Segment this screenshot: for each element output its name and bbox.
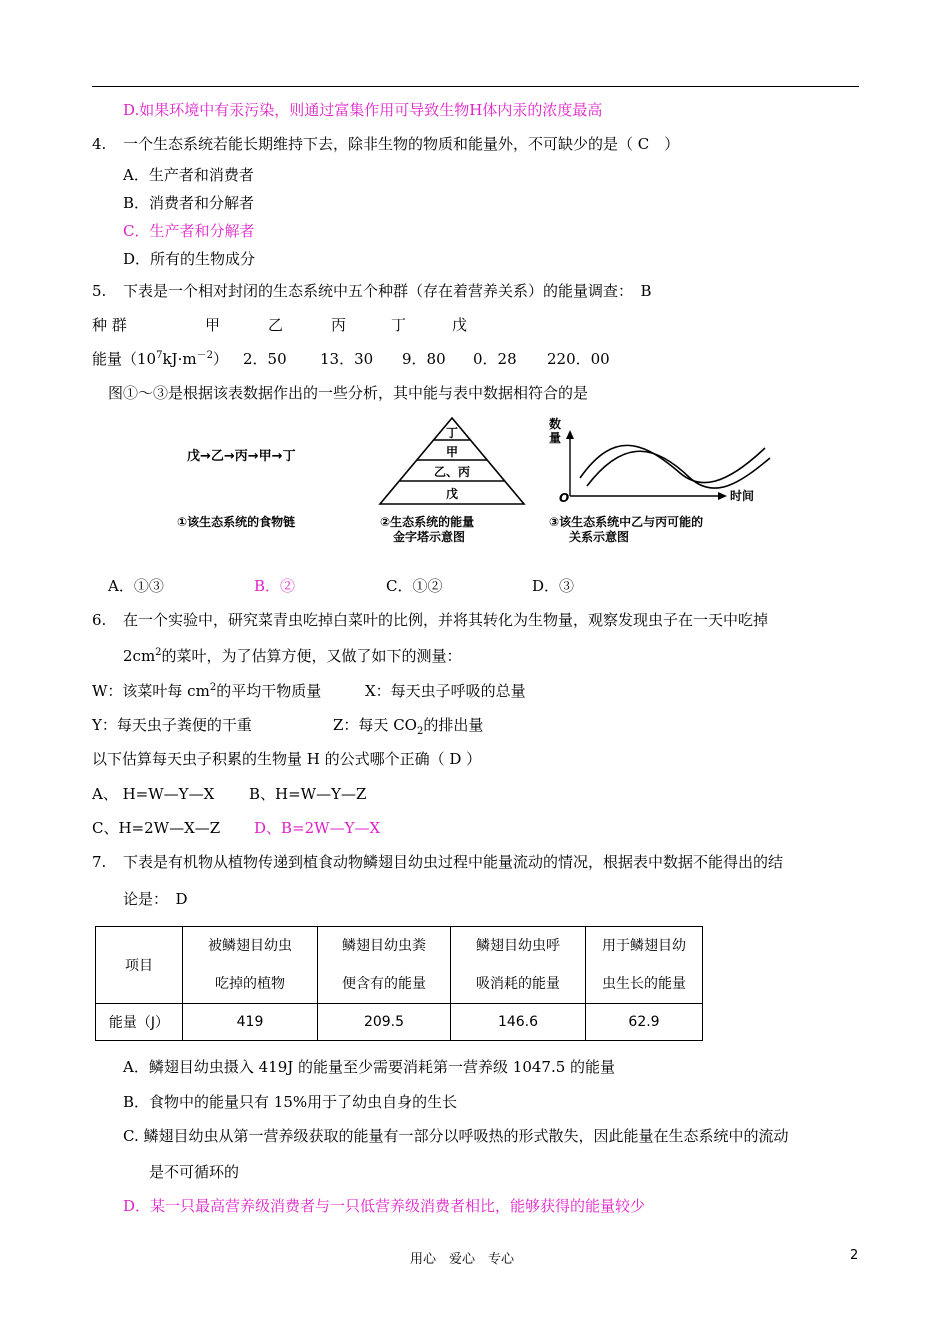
q5-option-c: C．①② — [386, 577, 443, 595]
q6-option-d: D、B=2W—Y—X — [254, 819, 381, 837]
q6-question: 以下估算每天虫子积累的生物量 H 的公式哪个正确（ D ） — [92, 750, 482, 768]
q7-stem-line2: 论是： D — [123, 890, 188, 908]
q7-option-b: B．食物中的能量只有 15%用于了幼虫自身的生长 — [123, 1093, 458, 1111]
caption-3-line1: ③该生态系统中乙与丙可能的 — [549, 515, 704, 529]
q4-option-d: D．所有的生物成分 — [123, 250, 256, 268]
table-cell-growth: 62.9 — [586, 1004, 703, 1041]
caption-2-line1: ②生态系统的能量 — [380, 515, 475, 529]
q6-option-b: B、H=W—Y—Z — [249, 785, 367, 803]
header-rule — [92, 86, 859, 87]
table-header-eaten: 被鳞翅目幼虫 吃掉的植物 — [183, 927, 318, 1004]
q4-stem: 一个生态系统若能长期维持下去，除非生物的物质和能量外，不可缺少的是（ C ） — [123, 135, 680, 153]
caption-3-line2: 关系示意图 — [569, 530, 630, 544]
q5-figure — [175, 408, 785, 548]
q5-species-yi: 乙 — [268, 316, 284, 334]
q5-energy-label: 能量$(10^7kJ\cdot m^{-2})$ — [92, 350, 228, 368]
q6-number: 6. — [92, 611, 107, 629]
table-cell-respiration: 146.6 — [451, 1004, 586, 1041]
pyramid-level-jia: 甲 — [445, 445, 459, 459]
energy-pyramid — [380, 418, 524, 504]
q5-species-ding: 丁 — [391, 316, 407, 334]
graph-y-label-1: 数 — [549, 417, 562, 431]
q5-energy-jia: 2．50 — [243, 350, 287, 368]
q6-option-c: C、H=2W—X—Z — [92, 819, 221, 837]
curve-bing — [587, 451, 770, 488]
q5-stem: 下表是一个相对封闭的生态系统中五个种群（存在着营养关系）的能量调查： B — [123, 282, 652, 300]
table-header-respiration: 鳞翅目幼虫呼 吸消耗的能量 — [451, 927, 586, 1004]
table-cell-eaten: 419 — [183, 1004, 318, 1041]
population-graph — [549, 416, 770, 505]
pyramid-level-wu: 戊 — [445, 487, 459, 501]
table-cell-feces: 209.5 — [318, 1004, 451, 1041]
q7-option-d: D．某一只最高营养级消费者与一只低营养级消费者相比，能够获得的能量较少 — [123, 1197, 646, 1215]
table-header-feces: 鳞翅目幼虫粪 便含有的能量 — [318, 927, 451, 1004]
q5-figure-intro: 图①～③是根据该表数据作出的一些分析，其中能与表中数据相符合的是 — [108, 384, 589, 402]
q6-w: W：该菜叶每 $cm^2$的平均干物质量 — [92, 682, 322, 700]
page-number: 2 — [850, 1248, 859, 1263]
q7-stem-line1: 下表是有机物从植物传递到植食动物鳞翅目幼虫过程中能量流动的情况，根据表中数据不能得出的结 — [123, 853, 784, 871]
table-header-growth: 用于鳞翅目幼 虫生长的能量 — [586, 927, 703, 1004]
q6-x: X：每天虫子呼吸的总量 — [365, 682, 526, 700]
q5-option-b: B．② — [254, 577, 296, 595]
q5-energy-bing: 9．80 — [402, 350, 446, 368]
q5-option-d: D．③ — [532, 577, 575, 595]
q4-option-c: C．生产者和分解者 — [123, 222, 255, 240]
pyramid-level-ding: 丁 — [445, 426, 459, 440]
q5-energy-ding: 0．28 — [473, 350, 517, 368]
caption-2-line2: 金字塔示意图 — [393, 530, 466, 544]
q6-option-a: A、 H=W—Y—X — [92, 785, 215, 803]
q7-option-c-line1: C. 鳞翅目幼虫从第一营养级获取的能量有一部分以呼吸热的形式散失，因此能量在生态系统中的流动 — [123, 1127, 789, 1145]
footer-center: 用心 爱心 专心 — [410, 1252, 515, 1267]
q6-z: Z：每天 $CO_2$的排出量 — [333, 716, 484, 737]
q5-species-jia: 甲 — [205, 316, 221, 334]
q4-option-b: B．消费者和分解者 — [123, 194, 255, 212]
graph-x-label: 时间 — [730, 489, 755, 503]
q7-option-c-line2: 是不可循环的 — [149, 1163, 240, 1181]
food-chain-text: 戊→乙→丙→甲→丁 — [187, 449, 296, 464]
graph-y-label-2: 量 — [549, 431, 562, 445]
y-axis-arrow-icon — [566, 430, 574, 439]
q5-option-a: A．①③ — [108, 577, 164, 595]
q3-option-d: D.如果环境中有汞污染，则通过富集作用可导致生物H体内汞的浓度最高 — [123, 101, 603, 119]
q4-option-a: A．生产者和消费者 — [123, 166, 254, 184]
table-header-row — [96, 927, 703, 1004]
table-row — [96, 1004, 703, 1041]
pyramid-level-yibing: 乙、丙 — [433, 465, 471, 479]
q5-species-wu: 戊 — [452, 316, 468, 334]
q6-stem-line2: $2cm^2$的菜叶，为了估算方便，又做了如下的测量： — [123, 647, 462, 665]
x-axis-arrow-icon — [718, 492, 727, 500]
q7-energy-table — [95, 926, 703, 1041]
q7-option-a: A．鳞翅目幼虫摄入 419J 的能量至少需要消耗第一营养级 1047.5 的能量 — [123, 1058, 616, 1076]
caption-1: ①该生态系统的食物链 — [177, 515, 296, 529]
q5-species-bing: 丙 — [331, 316, 347, 334]
q6-y: Y：每天虫子粪便的干重 — [92, 716, 252, 734]
q5-energy-yi: 13．30 — [320, 350, 374, 368]
q5-energy-wu: 220．00 — [547, 350, 610, 368]
q5-species-label: 种 群 — [92, 316, 127, 334]
table-header-item: 项目 — [96, 927, 183, 1004]
q5-number: 5. — [92, 282, 107, 300]
graph-origin: O — [559, 491, 570, 505]
table-row-label: 能量（J） — [96, 1004, 183, 1041]
q6-stem-line1: 在一个实验中，研究菜青虫吃掉白菜叶的比例，并将其转化为生物量，观察发现虫子在一天中吃掉 — [123, 611, 769, 629]
q7-number: 7. — [92, 853, 107, 871]
q4-number: 4. — [92, 135, 107, 153]
